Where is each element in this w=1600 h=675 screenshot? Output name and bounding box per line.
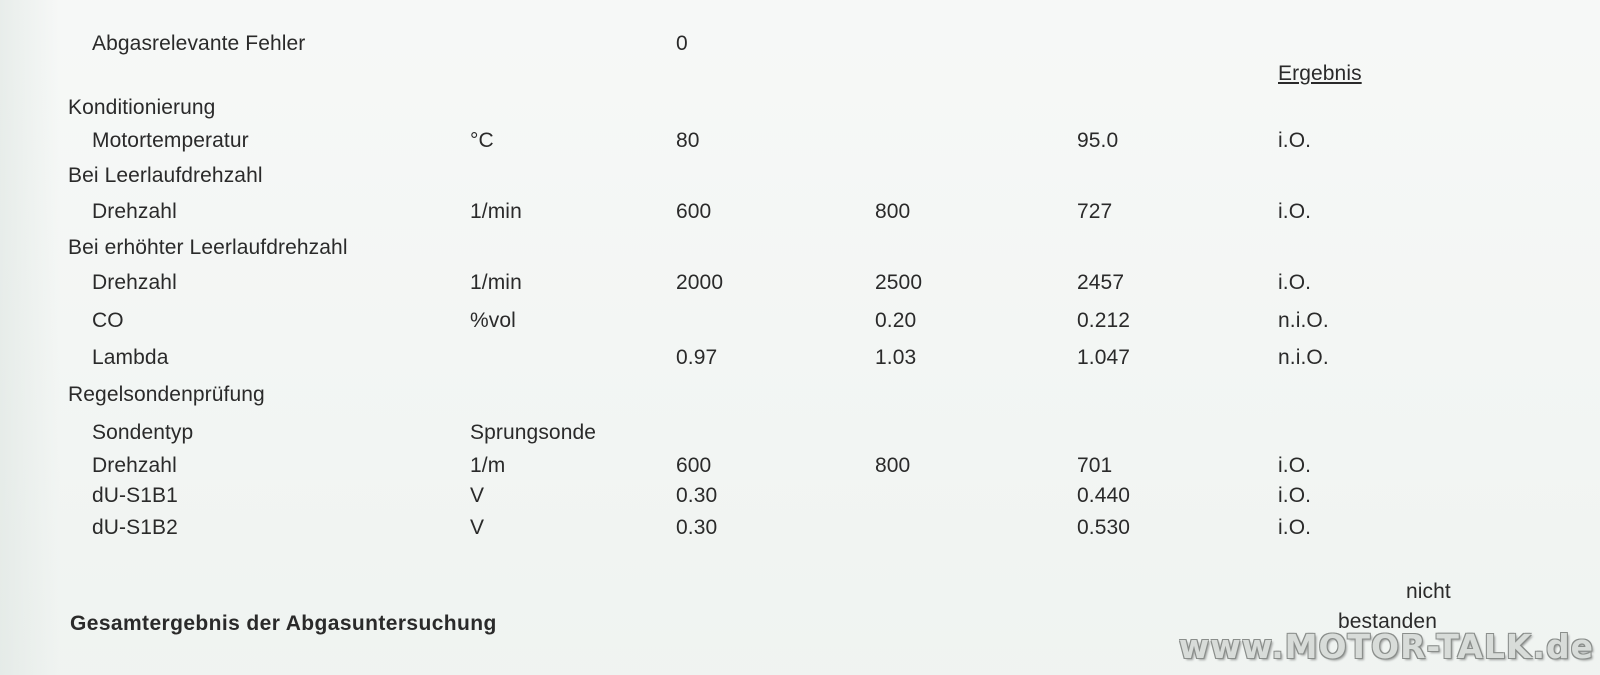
row-du-s1b2-measured: 0.530 bbox=[1077, 516, 1131, 539]
row-co-measured: 0.212 bbox=[1077, 309, 1131, 332]
row-sonde-drehzahl-max: 800 bbox=[875, 454, 911, 477]
row-erh-drehzahl-result: i.O. bbox=[1278, 271, 1312, 294]
row-du-s1b1-result: i.O. bbox=[1278, 484, 1312, 507]
row-motortemp-result: i.O. bbox=[1278, 129, 1312, 152]
row-leer-drehzahl-max: 800 bbox=[875, 200, 911, 223]
summary-result-line1: nicht bbox=[1406, 580, 1451, 603]
row-motortemp-measured: 95.0 bbox=[1077, 129, 1119, 152]
row-du-s1b2-min: 0.30 bbox=[676, 516, 718, 539]
row-leer-drehzahl-result: i.O. bbox=[1278, 200, 1312, 223]
row-erh-drehzahl-min: 2000 bbox=[676, 271, 724, 294]
row-sonde-drehzahl-measured: 701 bbox=[1077, 454, 1113, 477]
row-sonde-drehzahl-min: 600 bbox=[676, 454, 712, 477]
row-du-s1b2-result: i.O. bbox=[1278, 516, 1312, 539]
row-sonde-drehzahl-label: Drehzahl bbox=[92, 454, 177, 477]
row-du-s1b1-unit: V bbox=[470, 484, 485, 507]
row-leer-drehzahl-measured: 727 bbox=[1077, 200, 1113, 223]
row-sondentyp-label: Sondentyp bbox=[92, 421, 194, 444]
watermark-logo: www.MOTOR-TALK.de bbox=[1178, 627, 1594, 666]
row-co-result: n.i.O. bbox=[1278, 309, 1329, 332]
row-du-s1b1-measured: 0.440 bbox=[1077, 484, 1131, 507]
abgas-fehler-label: Abgasrelevante Fehler bbox=[92, 32, 306, 55]
row-lambda-min: 0.97 bbox=[676, 346, 718, 369]
row-lambda-max: 1.03 bbox=[875, 346, 917, 369]
row-du-s1b2-unit: V bbox=[470, 516, 485, 539]
row-sondentyp-value: Sprungsonde bbox=[470, 421, 597, 444]
row-sonde-drehzahl-unit: 1/m bbox=[470, 454, 506, 477]
row-du-s1b1-label: dU-S1B1 bbox=[92, 484, 178, 507]
summary-result-line2: bestanden bbox=[1338, 610, 1437, 633]
section-leerlauf: Bei Leerlaufdrehzahl bbox=[68, 164, 263, 187]
row-erh-drehzahl-unit: 1/min bbox=[470, 271, 522, 294]
row-lambda-label: Lambda bbox=[92, 346, 169, 369]
row-co-label: CO bbox=[92, 309, 124, 332]
row-sonde-drehzahl-result: i.O. bbox=[1278, 454, 1312, 477]
row-leer-drehzahl-min: 600 bbox=[676, 200, 712, 223]
ergebnis-header: Ergebnis bbox=[1278, 62, 1362, 85]
row-du-s1b2-label: dU-S1B2 bbox=[92, 516, 178, 539]
row-motortemp-label: Motortemperatur bbox=[92, 129, 249, 152]
abgas-fehler-value: 0 bbox=[676, 32, 688, 55]
summary-label: Gesamtergebnis der Abgasuntersuchung bbox=[70, 612, 497, 635]
row-du-s1b1-min: 0.30 bbox=[676, 484, 718, 507]
row-erh-drehzahl-measured: 2457 bbox=[1077, 271, 1125, 294]
row-leer-drehzahl-label: Drehzahl bbox=[92, 200, 177, 223]
row-co-unit: %vol bbox=[470, 309, 516, 332]
row-leer-drehzahl-unit: 1/min bbox=[470, 200, 522, 223]
row-co-max: 0.20 bbox=[875, 309, 917, 332]
row-motortemp-min: 80 bbox=[676, 129, 700, 152]
row-lambda-measured: 1.047 bbox=[1077, 346, 1131, 369]
row-motortemp-unit: °C bbox=[470, 129, 494, 152]
section-erhoeht: Bei erhöhter Leerlaufdrehzahl bbox=[68, 236, 348, 259]
section-konditionierung: Konditionierung bbox=[68, 96, 216, 119]
row-erh-drehzahl-label: Drehzahl bbox=[92, 271, 177, 294]
row-lambda-result: n.i.O. bbox=[1278, 346, 1329, 369]
section-regelsonde: Regelsondenprüfung bbox=[68, 383, 265, 406]
row-erh-drehzahl-max: 2500 bbox=[875, 271, 923, 294]
